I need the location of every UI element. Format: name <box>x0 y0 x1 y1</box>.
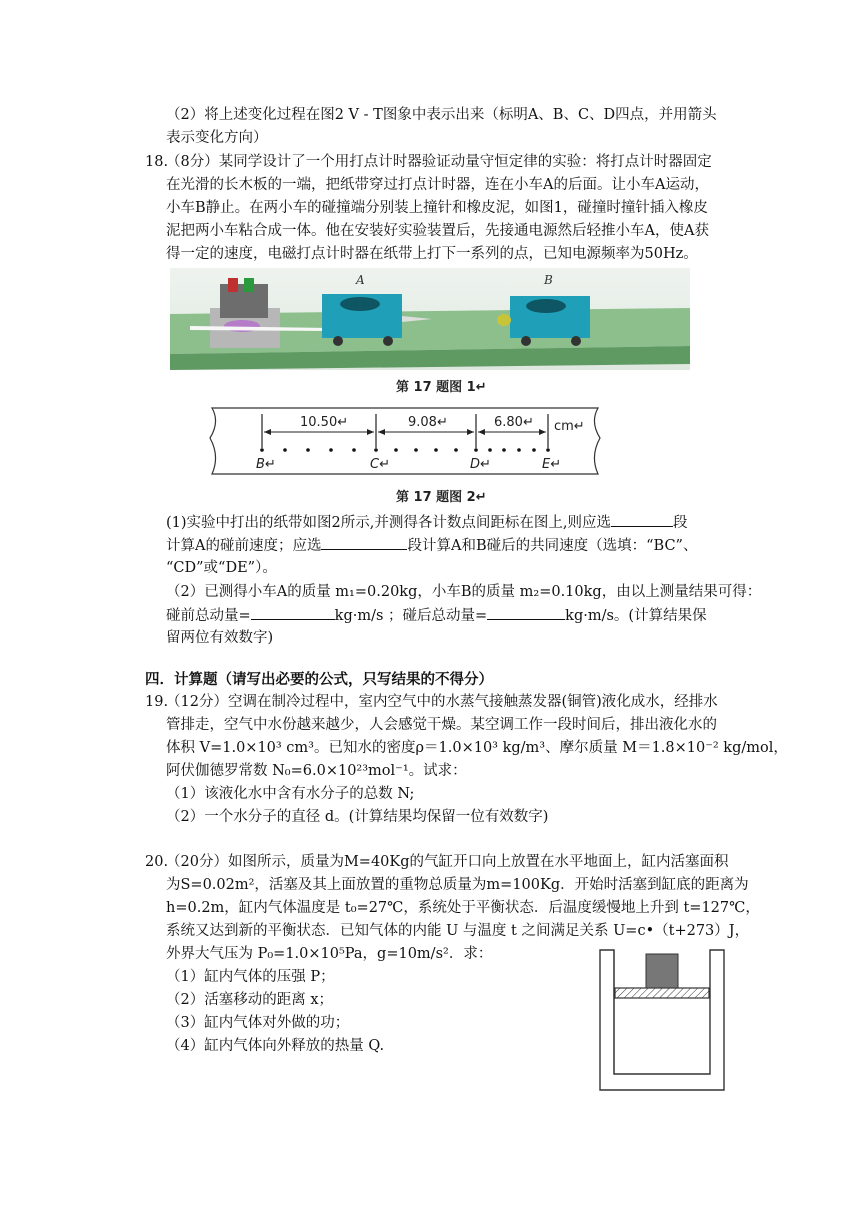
q18-sub1-text: (1)实验中打出的纸带如图2所示,并测得各计数点间距标在图上,则应选 <box>166 515 611 531</box>
q18-number: 18. <box>145 154 169 170</box>
q18-sub2-text: kg·m/s ；碰后总动量= <box>334 608 488 624</box>
q20-line: （3）缸内气体对外做的功； <box>166 1015 350 1031</box>
q18-sub1-line3: “CD”或“DE”）。 <box>166 560 277 576</box>
q20-line: （20分）如图所示，质量为M=40Kg的气缸开口向上放置在水平地面上，缸内活塞面积 <box>166 854 729 870</box>
q20-line: （4）缸内气体向外释放的热量 Q. <box>166 1038 385 1054</box>
q20-line: h=0.2m，缸内气体温度是 t₀=27℃，系统处于平衡状态．后温度缓慢地上升到 t=127℃， <box>166 900 760 916</box>
piston <box>615 988 709 998</box>
q18-line: 小车B静止。在两小车的碰撞端分别装上撞针和橡皮泥，如图1，碰撞时撞针插入橡皮 <box>166 200 708 216</box>
q18-sub1-text: 计算A的碰前速度；应选 <box>166 538 322 554</box>
q20-line: （2）活塞移动的距离 x； <box>166 992 334 1008</box>
q18-sub1-text: 段 <box>672 515 688 531</box>
distance-cd-label: 9.08↵ <box>408 415 448 430</box>
q20-number: 20. <box>145 854 169 870</box>
q17-part2-line1: （2）将上述变化过程在图2 V - T图象中表示出来（标明A、B、C、D四点，并用箭头 <box>166 107 717 123</box>
q19-number: 19. <box>145 694 169 710</box>
q20-line: 为S=0.02m²，活塞及其上面放置的重物总质量为m=100Kg．开始时活塞到缸底的距离为 <box>166 877 749 893</box>
q18-sub1-text: 段计算A和B碰后的共同速度（选填：“BC”、 <box>407 538 698 554</box>
unit-label: cm↵ <box>554 419 585 434</box>
q18-sub2-text: 碰前总动量= <box>166 608 251 624</box>
answer-blank[interactable] <box>611 512 673 527</box>
point-c-label: C↵ <box>370 457 390 472</box>
section-heading: 四．计算题（请写出必要的公式，只写结果的不得分） <box>145 671 493 688</box>
cylinder-diagram <box>598 946 728 1092</box>
cart-apparatus-figure <box>170 268 690 370</box>
q18-sub1-line1 <box>166 512 687 533</box>
point-d-label: D↵ <box>470 457 491 472</box>
q17-part2-line2: 表示变化方向） <box>166 130 268 146</box>
q19-line: 阿伏伽德罗常数 N₀=6.0×10²³mol⁻¹。试求： <box>166 763 467 779</box>
q18-line: 泥把两小车粘合成一体。他在安装好实验装置后，先接通电源然后轻推小车A，使A获 <box>166 223 709 239</box>
weight-block <box>646 954 678 988</box>
q19-line: （12分）空调在制冷过程中，室内空气中的水蒸气接触蒸发器(铜管)液化成水，经排水 <box>166 694 718 710</box>
point-e-label: E↵ <box>542 457 562 472</box>
figure2-caption: 第 17 题图 2↵ <box>396 490 487 505</box>
q18-sub2-line3: 留两位有效数字) <box>166 630 274 646</box>
answer-blank[interactable] <box>321 535 407 550</box>
answer-blank[interactable] <box>487 605 565 620</box>
q20-line: 外界大气压为 P₀=1.0×10⁵Pa，g=10m/s²．求： <box>166 946 493 962</box>
point-b-label: B↵ <box>256 457 276 472</box>
q18-sub2-text: kg·m/s。(计算结果保 <box>565 608 707 624</box>
figure1-caption: 第 17 题图 1↵ <box>396 380 487 395</box>
q19-line: （1）该液化水中含有水分子的总数 N; <box>166 786 415 802</box>
distance-bc-label: 10.50↵ <box>300 415 349 430</box>
q18-line: 得一定的速度，电磁打点计时器在纸带上打下一系列的点，已知电源频率为50Hz。 <box>166 246 698 262</box>
q18-line: 在光滑的长木板的一端，把纸带穿过打点计时器，连在小车A的后面。让小车A运动， <box>166 177 709 193</box>
q20-line: 系统又达到新的平衡状态．已知气体的内能 U 与温度 t 之间满足关系 U=c•（t+273）J， <box>166 923 750 939</box>
q18-sub1-line2 <box>166 535 697 556</box>
answer-blank[interactable] <box>251 605 335 620</box>
q20-line: （1）缸内气体的压强 P； <box>166 969 335 985</box>
cart-b-label: B <box>544 273 553 287</box>
q18-sub2-line1: （2）已测得小车A的质量 m₁=0.20kg，小车B的质量 m₂=0.10kg，由以上测量结果可得： <box>166 584 762 600</box>
q19-line: 体积 V=1.0×10³ cm³。已知水的密度ρ＝1.0×10³ kg/m³、摩尔质量 M＝1.8×10⁻² kg/mol， <box>166 740 788 756</box>
q19-line: （2）一个水分子的直径 d。(计算结果均保留一位有效数字) <box>166 809 549 825</box>
paper-tape-figure <box>204 402 606 480</box>
cart-a-label: A <box>356 273 365 287</box>
q18-line: （8分）某同学设计了一个用打点计时器验证动量守恒定律的实验：将打点计时器固定 <box>166 154 712 170</box>
q19-line: 管排走，空气中水份越来越少，人会感觉干燥。某空调工作一段时间后，排出液化水的 <box>166 717 717 733</box>
distance-de-label: 6.80↵ <box>494 415 534 430</box>
q18-sub2-line2 <box>166 605 707 626</box>
